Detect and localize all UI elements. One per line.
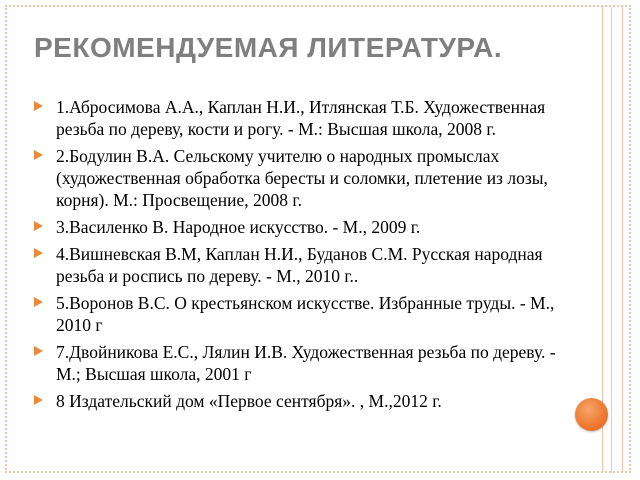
list-item-text: 1.Абросимова А.А., Каплан Н.И., Итлянская Т.Б. Художественная резьба по дереву, кости и рогу. - М.: Высшая школа, 2008 г. xyxy=(56,97,546,139)
decorative-line xyxy=(611,7,612,473)
triangle-bullet-icon xyxy=(34,221,43,231)
list-item-text: 8 Издательский дом «Первое сентября». , М.,2012 г. xyxy=(56,391,442,411)
list-item-text: 2.Бодулин В.А. Сельскому учителю о народных промыслах (художественная обработка бересты и соломки, плетение из лозы, корня). М.: Просвещение, 2008 г. xyxy=(56,146,548,210)
decorative-line xyxy=(622,7,623,473)
list-item-text: 3.Василенко В. Народное искусство. - М., 2009 г. xyxy=(56,217,421,237)
list-item xyxy=(28,390,578,412)
triangle-bullet-icon xyxy=(34,248,43,258)
triangle-bullet-icon xyxy=(34,297,43,307)
nav-circle-icon[interactable] xyxy=(575,398,608,431)
list-item xyxy=(28,243,578,287)
triangle-bullet-icon xyxy=(34,346,43,356)
list-item-text: 4.Вишневская В.М, Каплан Н.И., Буданов С.М. Русская народная резьба и роспись по дереву. - М., 2010 г.. xyxy=(56,244,543,286)
list-item-text: 5.Воронов В.С. О крестьянском искусстве. Избранные труды. - М., 2010 г xyxy=(56,293,555,335)
list-item xyxy=(28,145,578,211)
triangle-bullet-icon xyxy=(34,150,43,160)
list-item xyxy=(28,292,578,336)
triangle-bullet-icon xyxy=(34,395,43,405)
slide-title: РЕКОМЕНДУЕМАЯ ЛИТЕРАТУРА. xyxy=(34,32,503,63)
list-item-text: 7.Двойникова Е.С., Лялин И.В. Художественная резьба по дереву. - М.; Высшая школа, 2001 г xyxy=(56,342,556,384)
list-item xyxy=(28,216,578,238)
list-item xyxy=(28,96,578,140)
list-item xyxy=(28,341,578,385)
literature-list xyxy=(28,96,578,417)
triangle-bullet-icon xyxy=(34,101,43,111)
